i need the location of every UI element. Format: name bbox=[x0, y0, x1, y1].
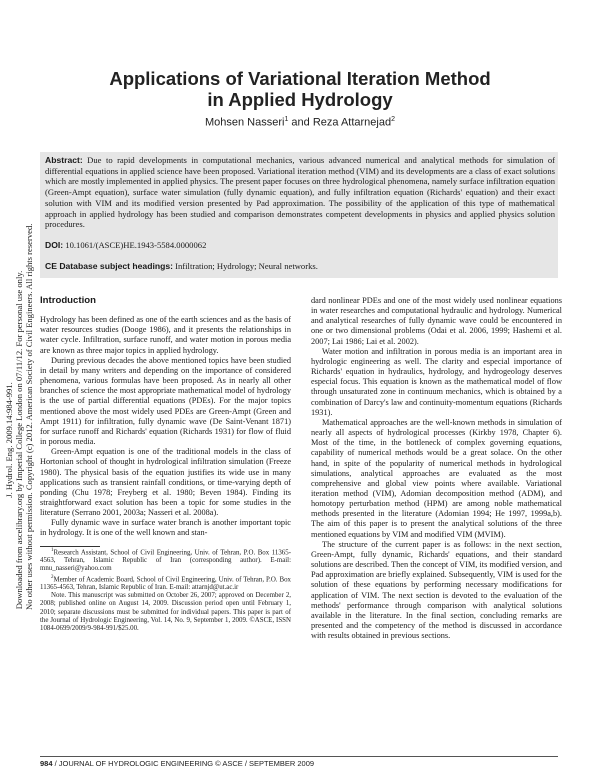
journal-footer-text: / JOURNAL OF HYDROLOGIC ENGINEERING © ASCE / SEPTEMBER 2009 bbox=[52, 759, 315, 768]
paper-title bbox=[60, 68, 540, 110]
doi-line bbox=[45, 240, 555, 251]
title-line-1: Applications of Variational Iteration Method bbox=[109, 68, 491, 89]
download-notice-text bbox=[4, 223, 35, 610]
subject-headings-value: Infiltration; Hydrology; Neural networks. bbox=[173, 261, 318, 271]
abstract-label: Abstract: bbox=[45, 155, 83, 165]
footnote-author-1 bbox=[40, 547, 291, 574]
doi-value: 10.1061/(ASCE)HE.1943-5584.0000062 bbox=[63, 240, 207, 250]
footnote-mark: 1 bbox=[51, 547, 54, 553]
footnote-submission-note: Note. This manuscript was submitted on October 26, 2007; approved on December 2, 2008; published online on August 14, 2009. Discussion period open until February 1, 2010; separate discussions must be submitted for individual papers. This paper is part of the Journal of Hydrologic Engineering, Vol. 14, No. 9, September 1, 2009. ©ASCE, ISSN 1084-0699/2009/9-984-991/$25.00. bbox=[40, 592, 291, 633]
author-1-affiliation-mark: 1 bbox=[284, 116, 289, 123]
paragraph: Green-Ampt equation is one of the traditional models in the class of Hortonian school of thought in hydrological infiltration simulation (Freeze 1980). The physical basis of the equation justifies its wide use in many applications such as transient rainfall conditions, or time-varying depth of ponding (Chu 1978; Freyberg et al. 1980; Beven 1984). Finding its straightforward exact solution has been a topic for some studies in the literature (Serrano 2001, 2003a; Nasseri et al. 2008a). bbox=[40, 447, 291, 518]
doi-label: DOI: bbox=[45, 240, 64, 250]
author-2-affiliation-mark: 2 bbox=[391, 116, 396, 123]
citation-line: J. Hydrol. Eng. 2009.14:984-991. bbox=[4, 382, 14, 498]
author-1: Mohsen Nasseri bbox=[204, 116, 285, 129]
section-heading-introduction: Introduction bbox=[40, 295, 96, 306]
paragraph: dard nonlinear PDEs and one of the most widely used nonlinear equations in water researches and computational hydraulic and hydrology. Numerical and analytical researches of fully dynamic wave could be encountered in one or two dimensional problems (Odai et al. 2006, 1999; Hashemi et al. 2007; Lai 1986; Lai et al. 2002). bbox=[311, 296, 562, 346]
paragraph: Fully dynamic wave in surface water branch is another important topic in hydrology. It is one of the well known and stan- bbox=[40, 518, 291, 538]
title-line-2: in Applied Hydrology bbox=[207, 89, 393, 110]
footnote-author-2 bbox=[40, 574, 291, 593]
download-line: Downloaded from ascelibrary.org by Imperial College London on 07/11/12. For personal use only. bbox=[14, 270, 25, 610]
right-column bbox=[311, 296, 562, 641]
paragraph: The structure of the current paper is as follows: in the next section, Green-Ampt, fully dynamic, Richards' equations, and their standard solutions are described. Then the concept of VIM, its modified version, and Pad approximation are briefly explained. Subsequently, VIM is used for the solution of these equations by performing necessary modifications for application of VIM. The next section is devoted to the evaluation of the methods' performance through comparison with analytical solutions available in the literature. In the final section, concluding remarks are presented and the competency of the method is discussed in accordance with results obtained in previous sections. bbox=[311, 539, 562, 641]
subject-headings-label: CE Database subject headings: bbox=[45, 261, 173, 271]
abstract bbox=[45, 155, 555, 230]
paragraph: Water motion and infiltration in porous media is an important area in hydrologic engineering as well. The clarity and especial importance of Richards' equation in hydraulics, hydrology, and hydrogeology deserves especial focus. This equation is known as the mathematical model of flow through unsaturated zone in continuum mechanics, which is obtained by a combination of Darcy's law and continuity-momentum equations (Richards 1931). bbox=[311, 346, 562, 417]
subject-headings bbox=[45, 261, 555, 272]
paragraph: During previous decades the above mentioned topics have been studied in detail by many writers and depending on the importance of considered phenomena, various formulas have been proposed. As in nearly all other branches of science the most appropriate mathematical model of hydrology is the use of partial differential equations (PDEs). For the major topics mentioned above the most widely used PDEs are Green-Ampt (Green and Ampt 1911) for infiltration, fully dynamic wave (De Saint-Venant 1871) for surface runoff and Richards' equation (Richards 1931) for flow of fluid in porous media. bbox=[40, 355, 291, 447]
footnote-text: Research Assistant, School of Civil Engineering, Univ. of Tehran, P.O. Box 11365-4563, Tehran, Islamic Republic of Iran (corresponding author). E-mail: mnu_nasseri@yahoo.com bbox=[40, 548, 291, 573]
author-list bbox=[60, 116, 540, 129]
author-2: Reza Attarnejad bbox=[312, 116, 392, 129]
abstract-body: Due to rapid developments in computational mechanics, various advanced numerical and analytical methods for simulation of differential equations in applied science have been proposed. Variational iteration method (VIM) and its developments are a class of exact solutions which are mostly implemented in applied physics. The present paper focuses on three hydrological phenomena, namely surface infiltration equation (Green-Ampt equation), surface water simulation (fully dynamic equation), and fully infiltration equation (Richards' equation) and their exact solution with VIM and its modified version presented by Pad approximation. The possibility of the application of this type of mathematical approach in applied hydrology has been studied and comparison demonstrates competent developments in physics and applied physics solution procedures. bbox=[45, 155, 555, 230]
left-column bbox=[40, 296, 291, 633]
footnote-mark: 2 bbox=[51, 574, 54, 580]
page-footer bbox=[40, 759, 314, 768]
copyright-line: No other uses without permission. Copyright (c) 2012. American Society of Civil Engineers. All rights reserved. bbox=[24, 223, 35, 610]
paragraph: Hydrology has been defined as one of the earth sciences and as the basis of water resources studies (Dooge 1986), and it presents the relationships in water cycle. Infiltration, surface runoff, and water motion in porous media are known as three major topics in applied hydrology. bbox=[40, 315, 291, 355]
paragraph: Mathematical approaches are the well-known methods in simulation of nearly all aspects of hydrological processes (Kirkby 1978, Chapter 6). Most of the time, in the bottleneck of complex governing equations, capability of numerical methods would be a great solace. On the other hand, in spite of the popularity of numerical methods in hydrological simulations, analytical approaches are evaluated as the most comprehensive and global view points where available. Variational iteration method (VIM), Adomian decomposition method (ADM), and homotopy perturbation method (HPM) are among noble mathematical methods presented in the literature (Adomian 1994; He 1997, 1999a,b). The aim of this paper is to present the analytical solutions of the three mentioned equations by VIM and modified VIM (MVIM). bbox=[311, 417, 562, 539]
footnote-text: Member of Academic Board, School of Civil Engineering, Univ. of Tehran, P.O. Box 11365-4563, Tehran, Islamic Republic of Iran. E-mail: attarnjd@ut.ac.ir bbox=[40, 575, 291, 591]
author-separator: and bbox=[288, 116, 313, 129]
page-number: 984 bbox=[40, 759, 53, 768]
footer-rule bbox=[40, 756, 558, 757]
